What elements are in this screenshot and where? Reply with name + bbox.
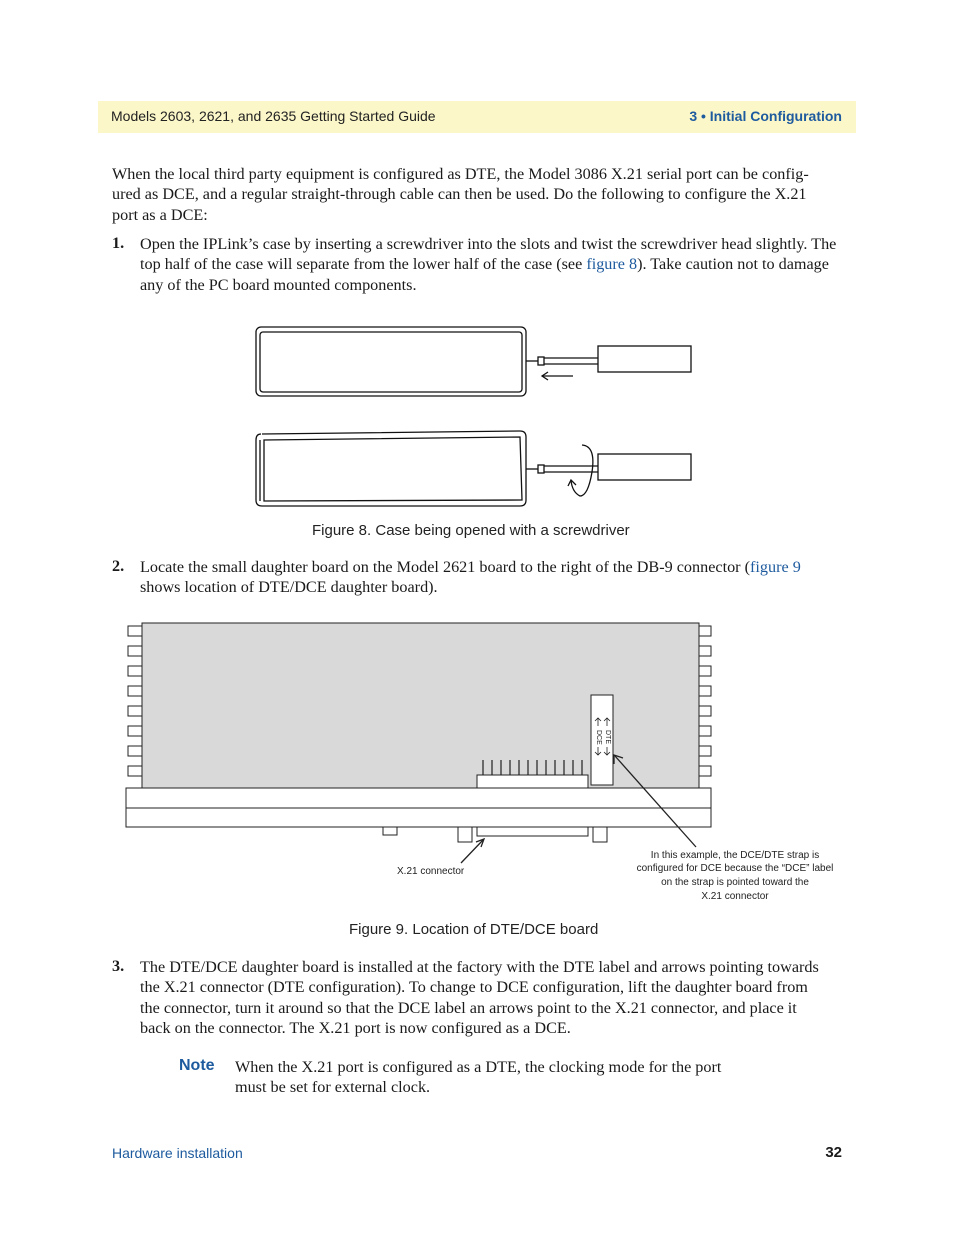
connector-pointer [461, 840, 483, 863]
right-edge-tabs [699, 626, 711, 776]
intro-line: When the local third party equipment is configured as DTE, the Model 3086 X.21 serial port can be config- [112, 165, 809, 183]
board-base-upper [126, 788, 711, 808]
note-line: must be set for external clock. [235, 1078, 431, 1097]
board-base-lower [126, 808, 711, 827]
callout-line: X.21 connector [701, 891, 769, 902]
page-number: 32 [825, 1144, 842, 1161]
step-line: any of the PC board mounted components. [140, 275, 417, 294]
pc-board [142, 623, 699, 788]
screwdriver-handle-bottom [598, 454, 691, 480]
case-inner-top [260, 332, 522, 392]
step-line: The DTE/DCE daughter board is installed at the factory with the DTE label and arrows pointing towards [140, 958, 819, 976]
header-chapter-title: 3 • Initial Configuration [689, 108, 842, 124]
step-text-fragment: ). Take caution not to damage [637, 255, 829, 274]
figure-9-caption: Figure 9. Location of DTE/DCE board [349, 921, 599, 938]
bottom-post-right [593, 827, 607, 842]
step-line: Open the IPLink’s case by inserting a screwdriver into the slots and twist the screwdriver head slightly. The [140, 235, 837, 253]
figure-9-illustration [120, 618, 840, 908]
note-label: Note [179, 1057, 215, 1074]
step-line [140, 254, 836, 274]
screwdriver-handle-top [598, 346, 691, 372]
step-1-text [140, 234, 836, 295]
header-guide-title: Models 2603, 2621, and 2635 Getting Started Guide [111, 108, 436, 124]
callout-line: configured for DCE because the “DCE” label [636, 863, 834, 874]
step-3-number: 3. [112, 957, 125, 975]
intro-line: ured as DCE, and a regular straight-through cable can then be used. Do the following to configure the X.21 [112, 185, 807, 204]
strap-dce-label: DCE [595, 730, 602, 745]
x21-connector-label: X.21 connector [397, 866, 465, 877]
step-3-text [140, 957, 819, 1039]
intro-line: port as a DCE: [112, 205, 208, 224]
bottom-post-left [458, 827, 472, 842]
callout-line: In this example, the DCE/DTE strap is [650, 850, 820, 861]
twist-arrow [571, 445, 593, 496]
strap-dte-label: DTE [604, 730, 611, 744]
figure-8-illustration [250, 320, 700, 515]
figure-8-link[interactable]: figure 8 [586, 255, 638, 274]
step-text-fragment: Locate the small daughter board on the Model 2621 board to the right of the DB-9 connector ( [140, 558, 751, 576]
pin-header [477, 775, 588, 788]
case-outer-top [256, 327, 526, 396]
figure-9-link[interactable]: figure 9 [750, 558, 801, 576]
left-edge-tabs [128, 626, 142, 776]
step-line: the X.21 connector (DTE configuration). To change to DCE configuration, lift the daughter board from [140, 978, 808, 997]
figure-8-caption: Figure 8. Case being opened with a screwdriver [312, 522, 630, 539]
case-outer-bottom [256, 431, 526, 506]
step-line: back on the connector. The X.21 port is now configured as a DCE. [140, 1019, 571, 1038]
page-header [98, 101, 856, 133]
bottom-component-small [383, 827, 397, 835]
step-1-number: 1. [112, 234, 125, 252]
step-line: shows location of DTE/DCE daughter board). [140, 578, 438, 597]
step-line: the connector, turn it around so that the DCE label an arrows point to the X.21 connector, and place it [140, 998, 797, 1017]
intro-paragraph [112, 164, 809, 225]
callout-line: on the strap is pointed toward the [661, 877, 809, 888]
step-text-fragment: top half of the case will separate from the lower half of the case (see [140, 255, 587, 274]
step-line [140, 557, 801, 577]
step-2-number: 2. [112, 557, 125, 575]
note-line: When the X.21 port is configured as a DTE, the clocking mode for the port [235, 1058, 722, 1076]
note-text [235, 1057, 721, 1098]
screwdriver-tip-top [538, 357, 544, 365]
screwdriver-tip-bottom [538, 465, 544, 473]
x21-connector [477, 827, 588, 836]
footer-section-title: Hardware installation [112, 1145, 243, 1161]
step-2-text [140, 557, 801, 598]
